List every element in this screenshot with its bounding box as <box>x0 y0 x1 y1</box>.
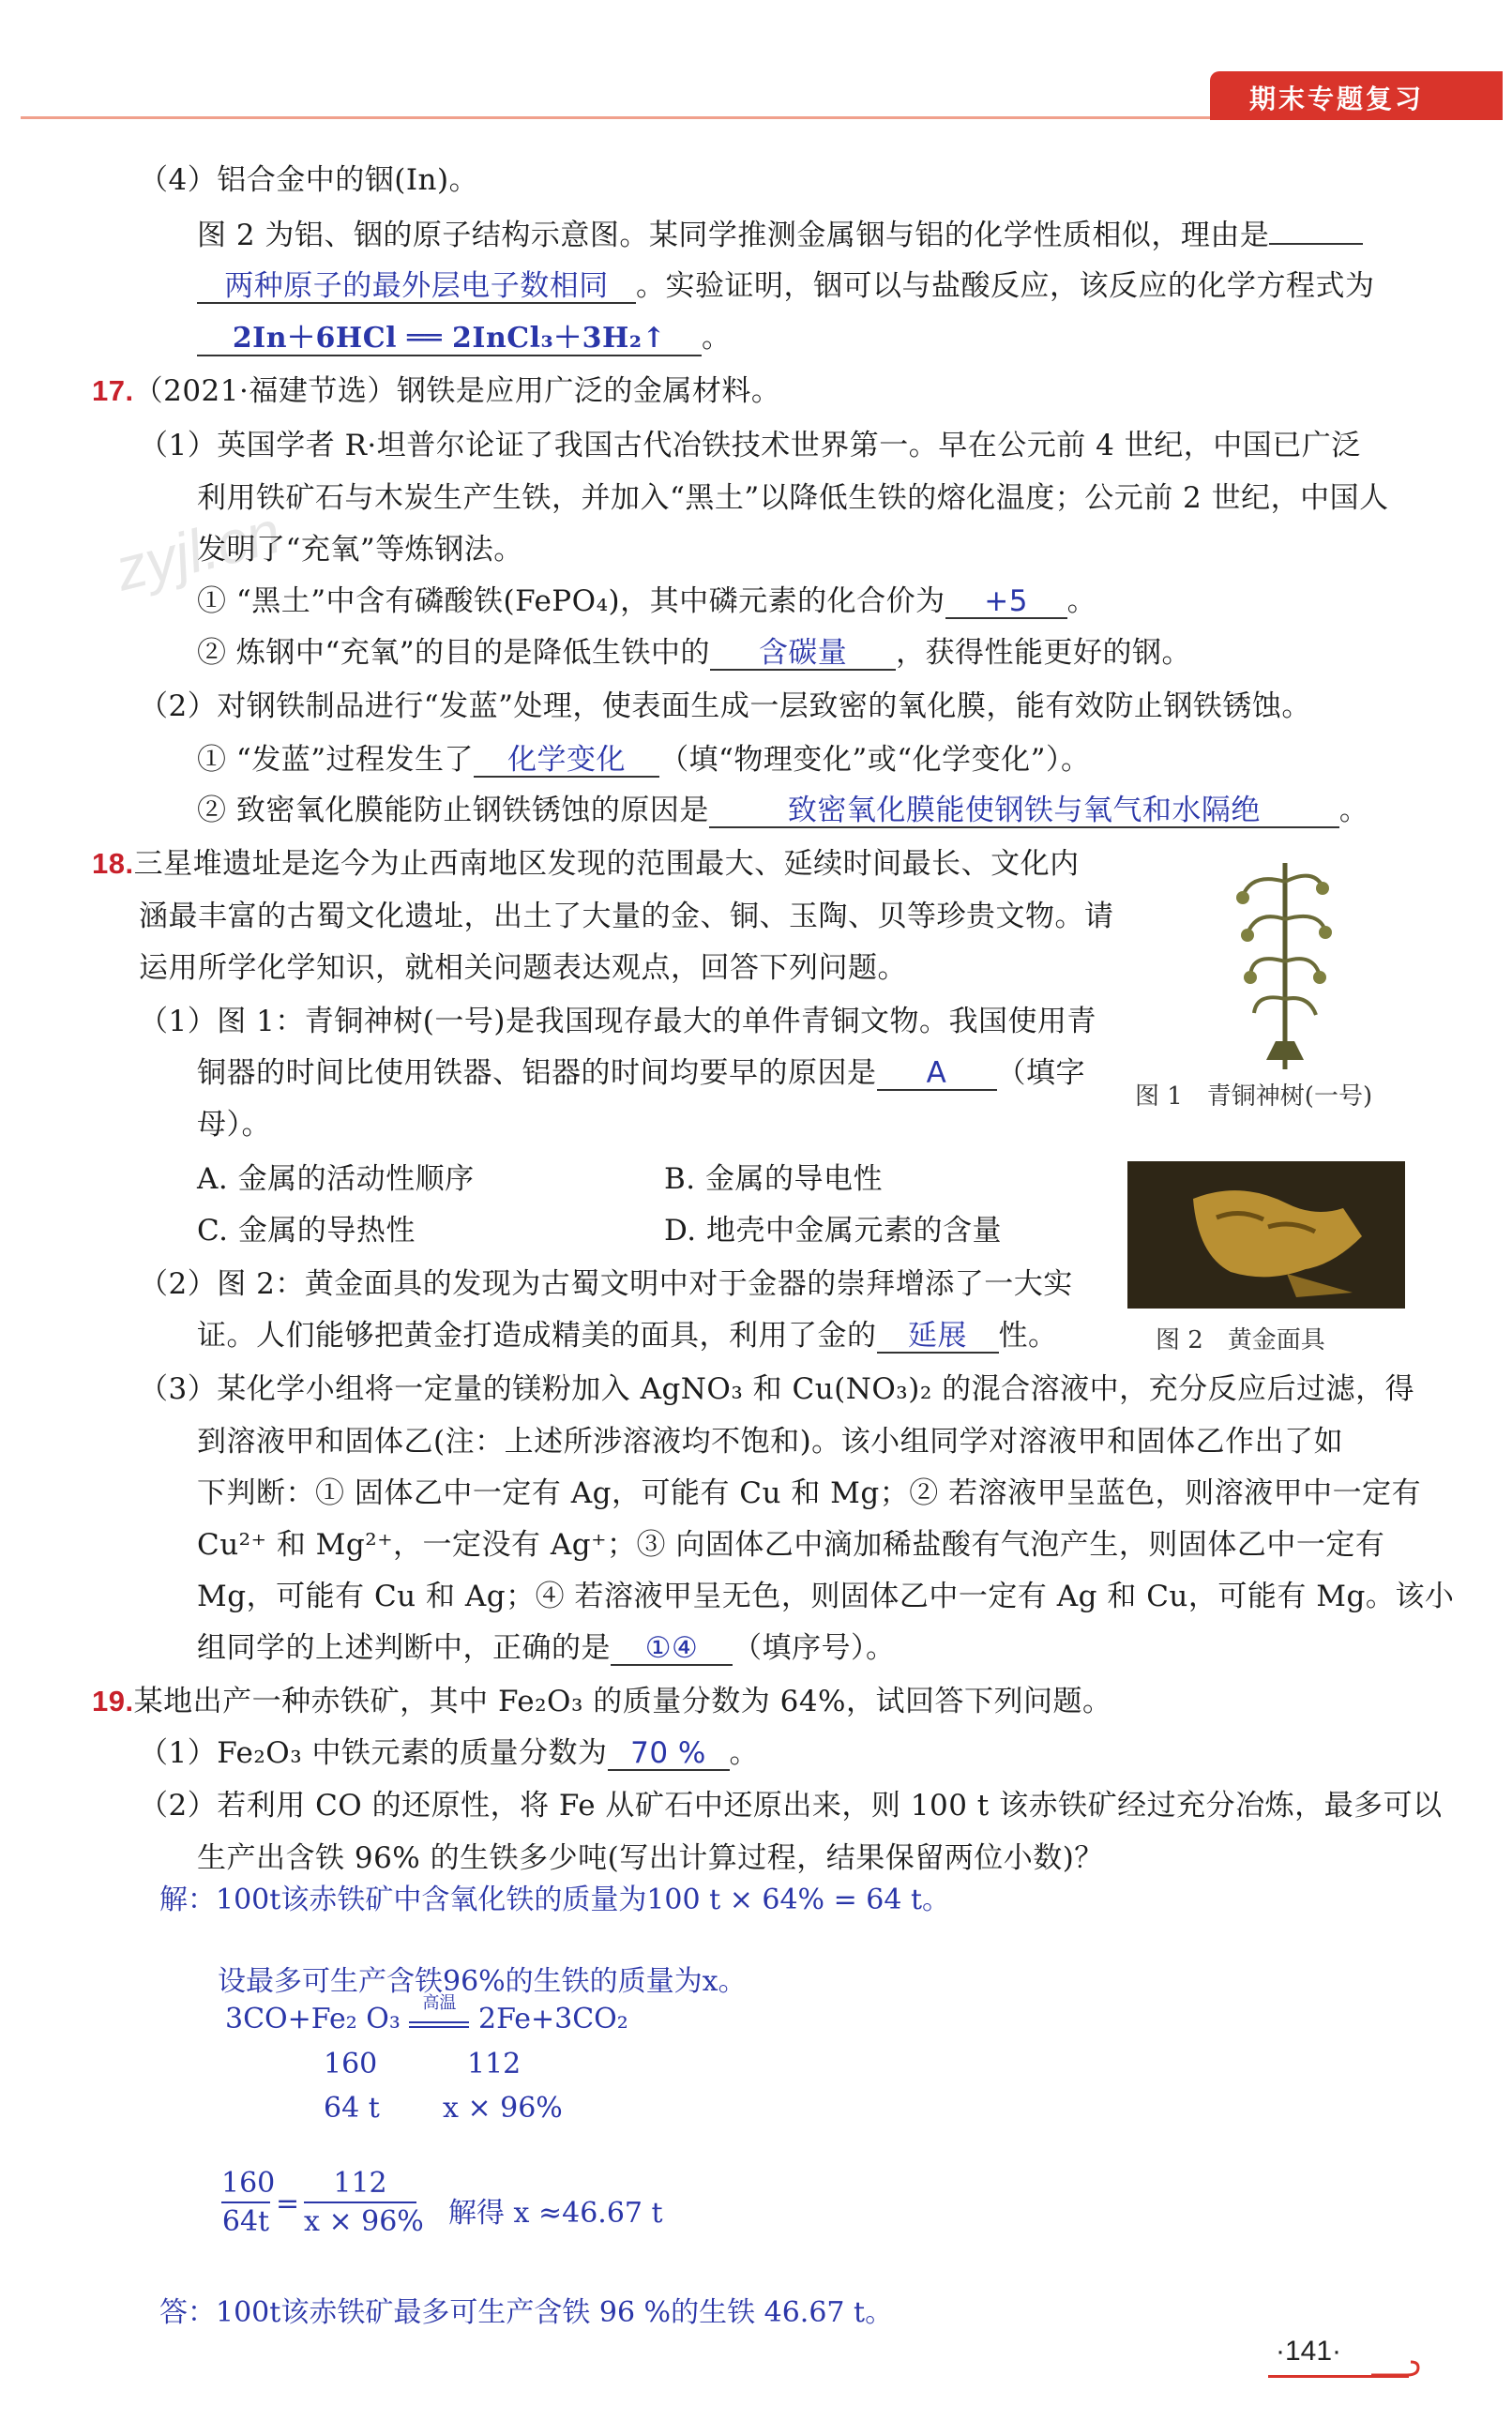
question-number: 18. <box>92 847 134 880</box>
q16-part4-label: （4）铝合金中的铟(In)。 <box>139 163 479 197</box>
answer-blank: 70 % <box>608 1737 730 1771</box>
q18-p3-line2: 到溶液甲和固体乙(注：上述所涉溶液均不饱和)。该小组同学对溶液甲和固体乙作出了如 <box>197 1425 1344 1459</box>
q17-p1-line3: 发明了“充氧”等炼钢法。 <box>197 533 523 567</box>
fraction-right <box>304 2167 424 2238</box>
fraction-right-denominator: x × 96% <box>304 2205 424 2238</box>
gold-mask-image <box>1127 1161 1405 1309</box>
bronze-tree-image <box>1215 844 1355 1074</box>
fraction-equals: = <box>276 2187 300 2220</box>
reaction-equation <box>225 1993 628 2035</box>
answer-blank: 延展 <box>877 1320 999 1354</box>
solution-answer: 答：100t该赤铁矿最多可生产含铁 96 %的生铁 46.67 t。 <box>159 2296 894 2329</box>
q18-option-c: C. 金属的导热性 <box>197 1214 416 1248</box>
q17-p1-line2: 利用铁矿石与木炭生产生铁，并加入“黑土”以降低生铁的熔化温度；公元前 2 世纪，中国人 <box>197 481 1389 515</box>
q18-option-b: B. 金属的导电性 <box>664 1162 883 1196</box>
q18-p3-line3: 下判断：① 固体乙中一定有 Ag，可能有 Cu 和 Mg；② 若溶液甲呈蓝色，则溶液甲中一定有 <box>197 1476 1422 1510</box>
header-rule <box>21 116 1212 119</box>
q18-p3-line6: 组同学的上述判断中，正确的是 ①④ （填序号）。 <box>197 1631 896 1665</box>
q17-sub1: ① “黑土”中含有磷酸铁(FePO₄)，其中磷元素的化合价为 +5 。 <box>197 584 1097 618</box>
q18-p2-line1: （2）图 2：黄金面具的发现为古蜀文明中对于金器的崇拜增添了一大实 <box>139 1267 1073 1301</box>
fraction-left-denominator: 64t <box>221 2205 270 2238</box>
q17-sub3: ① “发蓝”过程发生了 化学变化 （填“物理变化”或“化学变化”）。 <box>197 743 1091 777</box>
actual-mass-x: x × 96% <box>443 2092 563 2125</box>
answer-blank: ①④ <box>611 1632 733 1666</box>
q19-p1: （1）Fe₂O₃ 中铁元素的质量分数为 70 % 。 <box>139 1736 760 1770</box>
q18-p2-line2: 证。人们能够把黄金打造成精美的面具，利用了金的 延展 性。 <box>197 1319 1058 1353</box>
fraction-left-numerator: 160 <box>221 2167 276 2200</box>
mass-ratio-112: 112 <box>467 2048 522 2080</box>
q19-title: 19.某地出产一种赤铁矿，其中 Fe₂O₃ 的质量分数为 64%，试回答下列问题。 <box>92 1685 1112 1718</box>
equation-products: 2Fe+3CO₂ <box>477 2003 628 2035</box>
answer-blank: A <box>877 1057 997 1091</box>
solution-line1: 解：100t该赤铁矿中含氧化铁的质量为100 t × 64% = 64 t。 <box>159 1884 951 1916</box>
figure-gold-mask <box>1127 1161 1405 1309</box>
answer-blank: +5 <box>945 585 1067 619</box>
q17-p1-line1: （1）英国学者 R·坦普尔论证了我国古代冶铁技术世界第一。早在公元前 4 世纪，中国已广泛 <box>139 429 1361 462</box>
question-number: 19. <box>92 1685 134 1717</box>
fraction-left <box>221 2167 276 2238</box>
q18-line2: 涵最丰富的古蜀文化遗址，出土了大量的金、铜、玉陶、贝等珍贵文物。请 <box>139 900 1114 933</box>
q19-p2-line2: 生产出含铁 96% 的生铁多少吨(写出计算过程，结果保留两位小数)？ <box>197 1841 1104 1875</box>
figure-bronze-tree <box>1215 844 1355 1074</box>
mass-ratio-160: 160 <box>324 2048 378 2080</box>
equation-condition: 高温 <box>422 1993 457 2013</box>
q18-line3: 运用所学化学知识，就相关问题表达观点，回答下列问题。 <box>139 951 907 985</box>
q18-option-a: A. 金属的活动性顺序 <box>197 1162 475 1196</box>
q18-option-d: D. 地壳中金属元素的含量 <box>664 1214 1002 1248</box>
answer-blank: 2In＋6HCl ══ 2InCl₃＋3H₂↑ <box>197 323 702 356</box>
solution-line2: 设最多可生产含铁96%的生铁的质量为x。 <box>218 1965 747 1998</box>
equation-reactants: 3CO+Fe₂ O₃ <box>225 2003 401 2035</box>
q18-p1-line1: （1）图 1：青铜神树(一号)是我国现存最大的单件青铜文物。我国使用青 <box>139 1005 1096 1038</box>
page-number: ·141· <box>1276 2336 1342 2367</box>
solution-result: 解得 x ≈46.67 t <box>448 2197 663 2230</box>
q19-p2-line1: （2）若利用 CO 的还原性，将 Fe 从矿石中还原出来，则 100 t 该赤铁矿经过充分冶炼，最多可以 <box>139 1789 1443 1823</box>
q18-p1-line3: 母）。 <box>197 1108 271 1142</box>
watermark: zyjl.cn <box>108 497 287 604</box>
header-tag <box>1210 71 1503 120</box>
q17-sub4: ② 致密氧化膜能防止钢铁锈蚀的原因是 致密氧化膜能使钢铁与氧气和水隔绝 。 <box>197 794 1369 827</box>
equation-arrow <box>409 1993 469 2028</box>
q17-title: 17.（2021·福建节选）钢铁是应用广泛的金属材料。 <box>92 374 781 408</box>
answer-blank: 致密氧化膜能使钢铁与氧气和水隔绝 <box>709 794 1339 828</box>
page-curl-icon <box>1369 2356 1426 2384</box>
header-tag-text: 期末专题复习 <box>1249 84 1425 113</box>
q16-part4-line2: 两种原子的最外层电子数相同 。实验证明，铟可以与盐酸反应，该反应的化学方程式为 <box>197 267 1375 305</box>
q18-p1-line2: 铜器的时间比使用铁器、铝器的时间均要早的原因是 A （填字 <box>197 1056 1085 1090</box>
q17-sub2: ② 炼钢中“充氧”的目的是降低生铁中的 含碳量 ，获得性能更好的钢。 <box>197 636 1192 670</box>
answer-blank: 化学变化 <box>474 744 659 778</box>
q16-part4-line1: 图 2 为铝、铟的原子结构示意图。某同学推测金属铟与铝的化学性质相似，理由是 <box>197 217 1363 254</box>
actual-mass-64t: 64 t <box>324 2092 380 2125</box>
answer-blank: 含碳量 <box>710 637 896 671</box>
figure1-caption: 图 1 青铜神树(一号) <box>1135 1082 1373 1111</box>
q17-p2: （2）对钢铁制品进行“发蓝”处理，使表面生成一层致密的氧化膜，能有效防止钢铁锈蚀。 <box>139 689 1311 723</box>
q18-p3-line1: （3）某化学小组将一定量的镁粉加入 AgNO₃ 和 Cu(NO₃)₂ 的混合溶液中，充分反应后过滤，得 <box>139 1372 1415 1406</box>
q18-p3-line4: Cu²⁺ 和 Mg²⁺，一定没有 Ag⁺；③ 向固体乙中滴加稀盐酸有气泡产生，则固体乙中一定有 <box>197 1528 1385 1562</box>
figure2-caption: 图 2 黄金面具 <box>1156 1326 1325 1354</box>
q18-p3-line5: Mg，可能有 Cu 和 Ag；④ 若溶液甲呈无色，则固体乙中一定有 Ag 和 Cu，可能有 Mg。该小 <box>197 1580 1455 1613</box>
q16-part4-line3: 2In＋6HCl ══ 2InCl₃＋3H₂↑ 。 <box>197 319 732 356</box>
answer-blank: 两种原子的最外层电子数相同 <box>197 270 636 304</box>
question-number: 17. <box>92 374 134 407</box>
q18-line1: 18.三星堆遗址是迄今为止西南地区发现的范围最大、延续时间最长、文化内 <box>92 847 1080 881</box>
fraction-right-numerator: 112 <box>333 2167 387 2200</box>
